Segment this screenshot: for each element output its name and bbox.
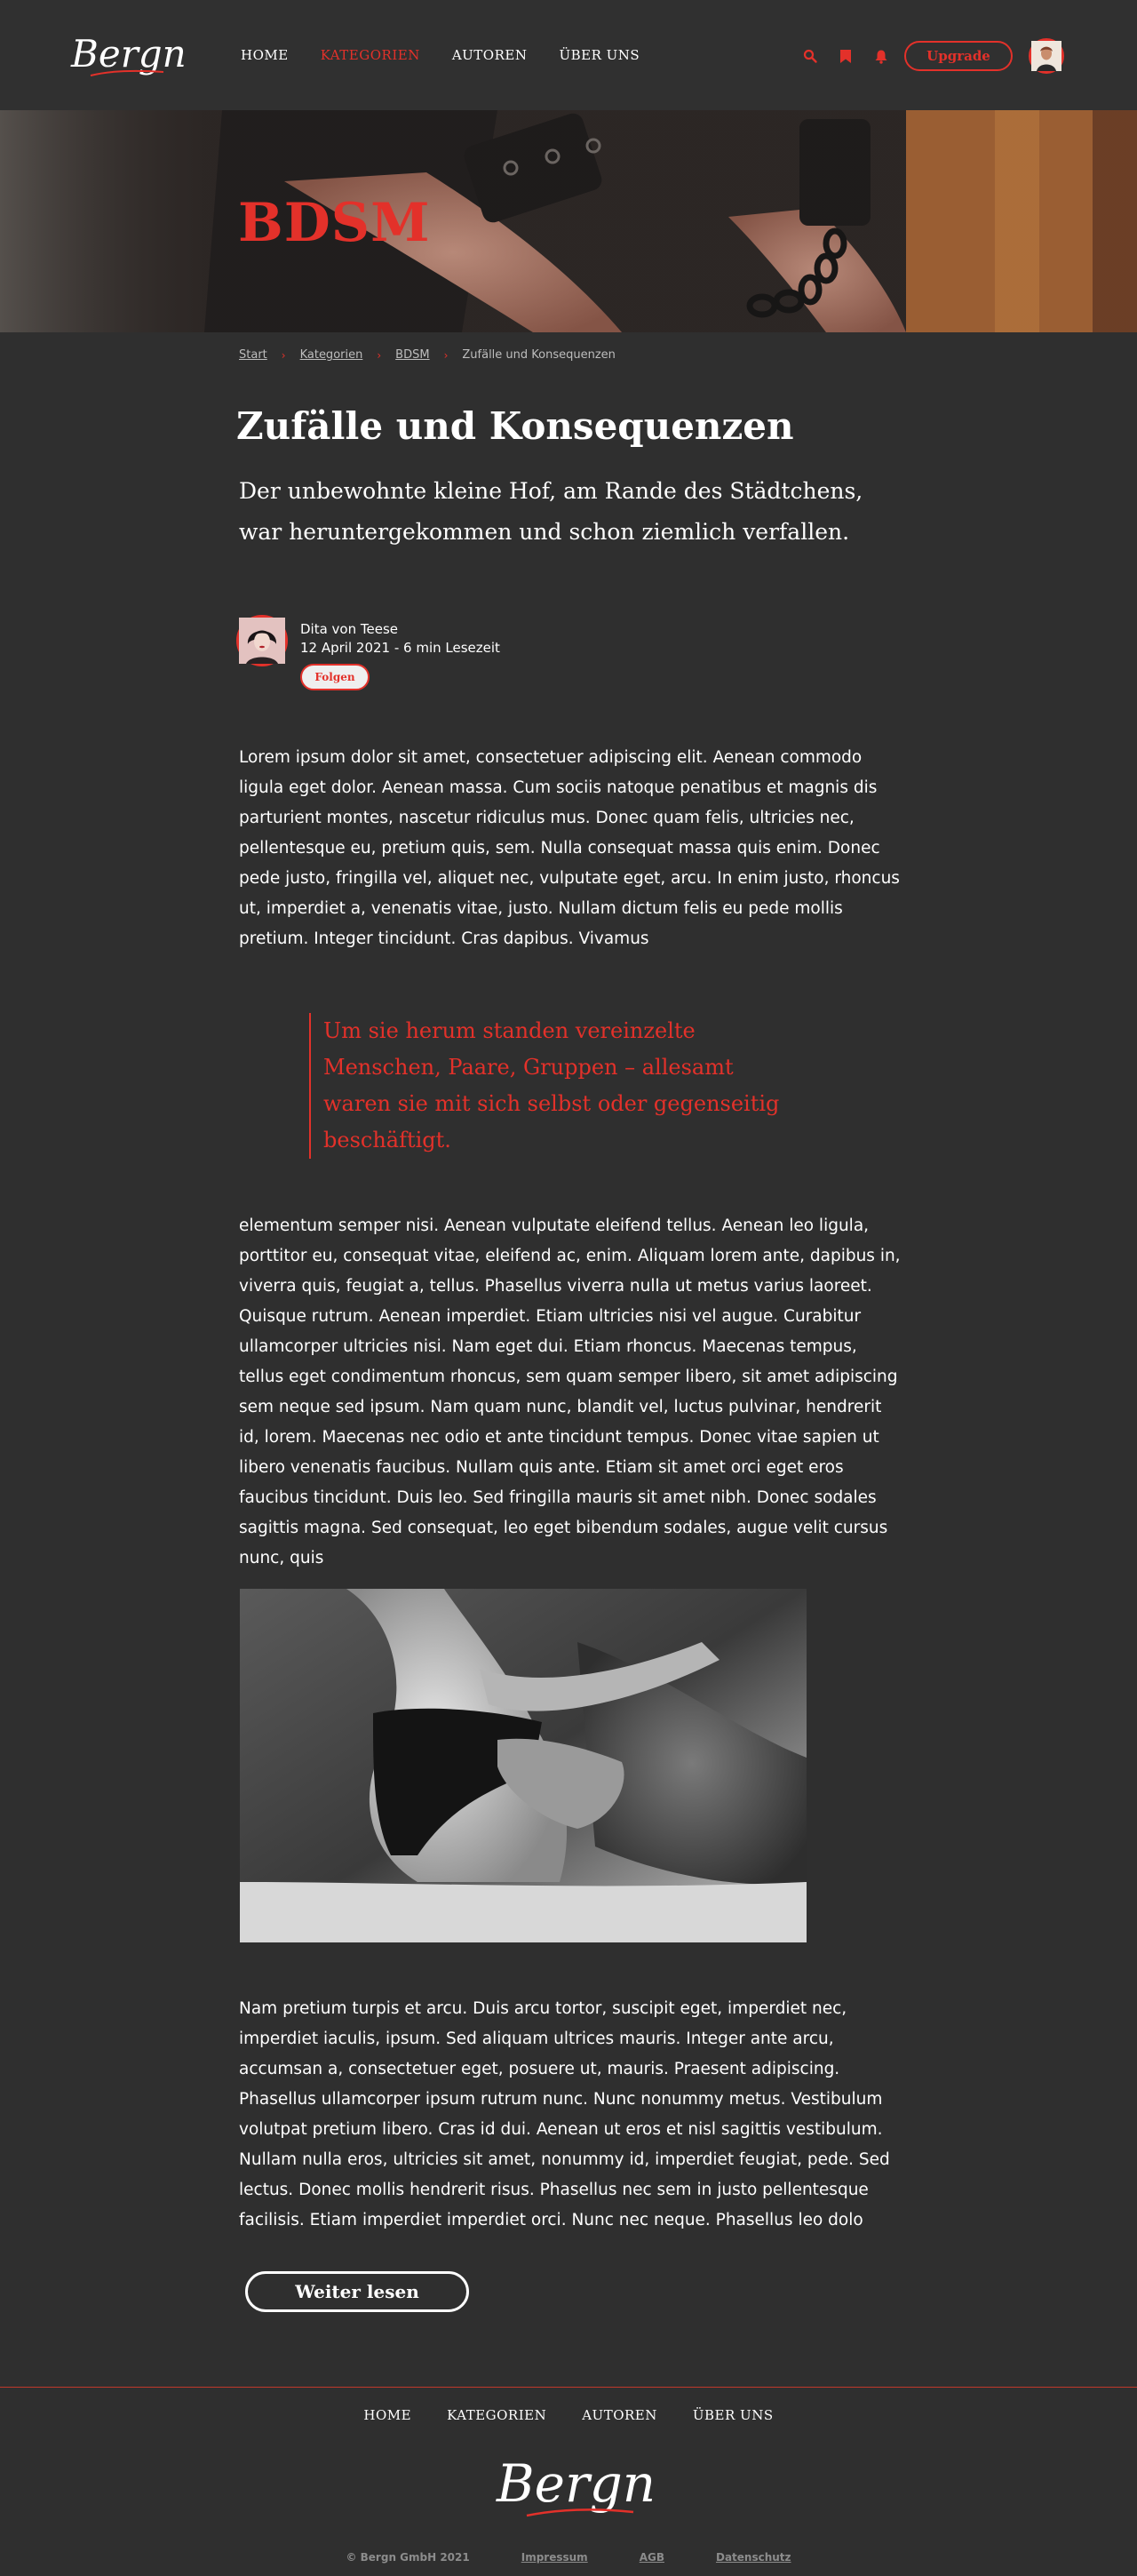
- bookmark-icon[interactable]: [839, 49, 853, 63]
- category-title: BDSM: [238, 192, 431, 254]
- category-hero: [0, 110, 1137, 332]
- footer-nav-autoren[interactable]: AUTOREN: [582, 2407, 657, 2423]
- breadcrumb-bdsm[interactable]: BDSM: [395, 348, 430, 362]
- site-header: [0, 0, 1137, 110]
- footer-nav: [0, 2407, 1137, 2423]
- nav-home[interactable]: HOME: [241, 47, 289, 63]
- article-date: 12 April 2021 - 6 min Lesezeit: [300, 640, 500, 656]
- breadcrumb: [239, 348, 616, 362]
- breadcrumb-kategorien[interactable]: Kategorien: [299, 348, 363, 362]
- main-nav: [241, 47, 640, 63]
- nav-ueber-uns[interactable]: ÜBER UNS: [559, 47, 640, 63]
- agb-link[interactable]: AGB: [639, 2551, 664, 2564]
- read-more-button[interactable]: Weiter lesen: [245, 2271, 469, 2312]
- author-meta: [300, 620, 500, 690]
- copyright: © Bergn GmbH 2021: [346, 2551, 470, 2564]
- article-paragraph: Nam pretium turpis et arcu. Duis arcu tortor, suscipit eget, imperdiet nec, imperdiet iaculis, ipsum. Sed aliquam ultrices mauris. Integer ante arcu, accumsan a, consectetuer eget, posuere ut, mauris. Praesent adipiscing. Phasellus ullamcorper ipsum rutrum nunc. Nunc nonummy metus. Vestibulum volutpat pretium libero. Cras id dui. Aenean ut eros et nisl sagittis vestibulum. Nullam nulla eros, ultricies sit amet, nonummy id, imperdiet feugiat, pede. Sed lectus. Donec mollis hendrerit risus. Phasellus nec sem in justo pellentesque facilisis. Etiam imperdiet imperdiet orci. Nunc nec neque. Phasellus leo dolo: [239, 1999, 890, 2229]
- breadcrumb-current: Zufälle und Konsequenzen: [462, 348, 616, 362]
- brand-logo[interactable]: [68, 24, 187, 86]
- article-paragraph: elementum semper nisi. Aenean vulputate eleifend tellus. Aenean leo ligula, porttitor eu, consequat vitae, eleifend ac, enim. Aliquam lorem ante, dapibus in, viverra quis, feugiat a, tellus. Phasellus viverra nulla ut metus varius laoreet. Quisque rutrum. Aenean imperdiet. Etiam ultricies nisi vel augue. Curabitur ullamcorper ultricies nisi. Nam eget dui. Etiam rhoncus. Maecenas tempus, tellus eget condimentum rhoncus, sem quam semper libero, sit amet adipiscing sem neque sed ipsum. Nam quam nunc, blandit vel, luctus pulvinar, hendrerit id, lorem. Maecenas nec odio et ante tincidunt tempus. Donec vitae sapien ut libero venenatis faucibus. Nullam quis ante. Etiam sit amet orci eget eros faucibus tincidunt. Duis leo. Sed fringilla mauris sit amet nibh. Donec sodales sagittis magna. Sed consequat, leo eget bibendum sodales, augue velit cursus nunc, quis: [239, 1216, 901, 1567]
- site-footer: [0, 2387, 1137, 2576]
- footer-logo[interactable]: [491, 2441, 656, 2530]
- author-box: [236, 615, 500, 690]
- bell-icon[interactable]: [874, 49, 888, 63]
- user-avatar[interactable]: [1029, 38, 1064, 74]
- chevron-right-icon: ›: [443, 348, 449, 362]
- search-icon[interactable]: [803, 49, 817, 63]
- article-paragraph: Lorem ipsum dolor sit amet, consectetuer adipiscing elit. Aenean commodo ligula eget dolor. Aenean massa. Cum sociis natoque penatibus et magnis dis parturient montes, nascetur ridiculus mus. Donec quam felis, ultricies nec, pellentesque eu, pretium quis, sem. Nulla consequat massa quis enim. Donec pede justo, fringilla vel, aliquet nec, vulputate eget, arcu. In enim justo, rhoncus ut, imperdiet a, venenatis vitae, justo. Nullam dictum felis eu pede mollis pretium. Integer tincidunt. Cras dapibus. Vivamus: [239, 748, 900, 948]
- article-title: Zufälle und Konsequenzen: [236, 404, 794, 448]
- svg-text:Bergn: Bergn: [71, 32, 187, 76]
- impressum-link[interactable]: Impressum: [521, 2551, 588, 2564]
- article-quote: Um sie herum standen vereinzelte Menschen, Paare, Gruppen – allesamt waren sie mit sich selbst oder gegenseitig beschäftigt.: [309, 1013, 789, 1159]
- chevron-right-icon: ›: [377, 348, 382, 362]
- author-name[interactable]: Dita von Teese: [300, 621, 399, 637]
- nav-autoren[interactable]: AUTOREN: [451, 47, 528, 63]
- header-actions: [803, 38, 1064, 74]
- breadcrumb-start[interactable]: Start: [239, 348, 267, 362]
- upgrade-button[interactable]: Upgrade: [904, 41, 1013, 71]
- svg-text:Bergn: Bergn: [497, 2453, 656, 2514]
- author-avatar[interactable]: [236, 615, 288, 666]
- follow-button[interactable]: Folgen: [300, 664, 370, 690]
- footer-nav-home[interactable]: HOME: [363, 2407, 412, 2423]
- hero-image: [0, 110, 1137, 332]
- footer-legal: [0, 2551, 1137, 2564]
- nav-kategorien[interactable]: KATEGORIEN: [320, 47, 420, 63]
- article-lead: Der unbewohnte kleine Hof, am Rande des Städtchens, war heruntergekommen und schon ziemlich verfallen.: [239, 478, 863, 545]
- datenschutz-link[interactable]: Datenschutz: [715, 2551, 791, 2564]
- chevron-right-icon: ›: [281, 348, 286, 362]
- footer-nav-kategorien[interactable]: KATEGORIEN: [447, 2407, 547, 2423]
- article-image: [240, 1589, 807, 1942]
- footer-nav-ueber-uns[interactable]: ÜBER UNS: [692, 2407, 774, 2423]
